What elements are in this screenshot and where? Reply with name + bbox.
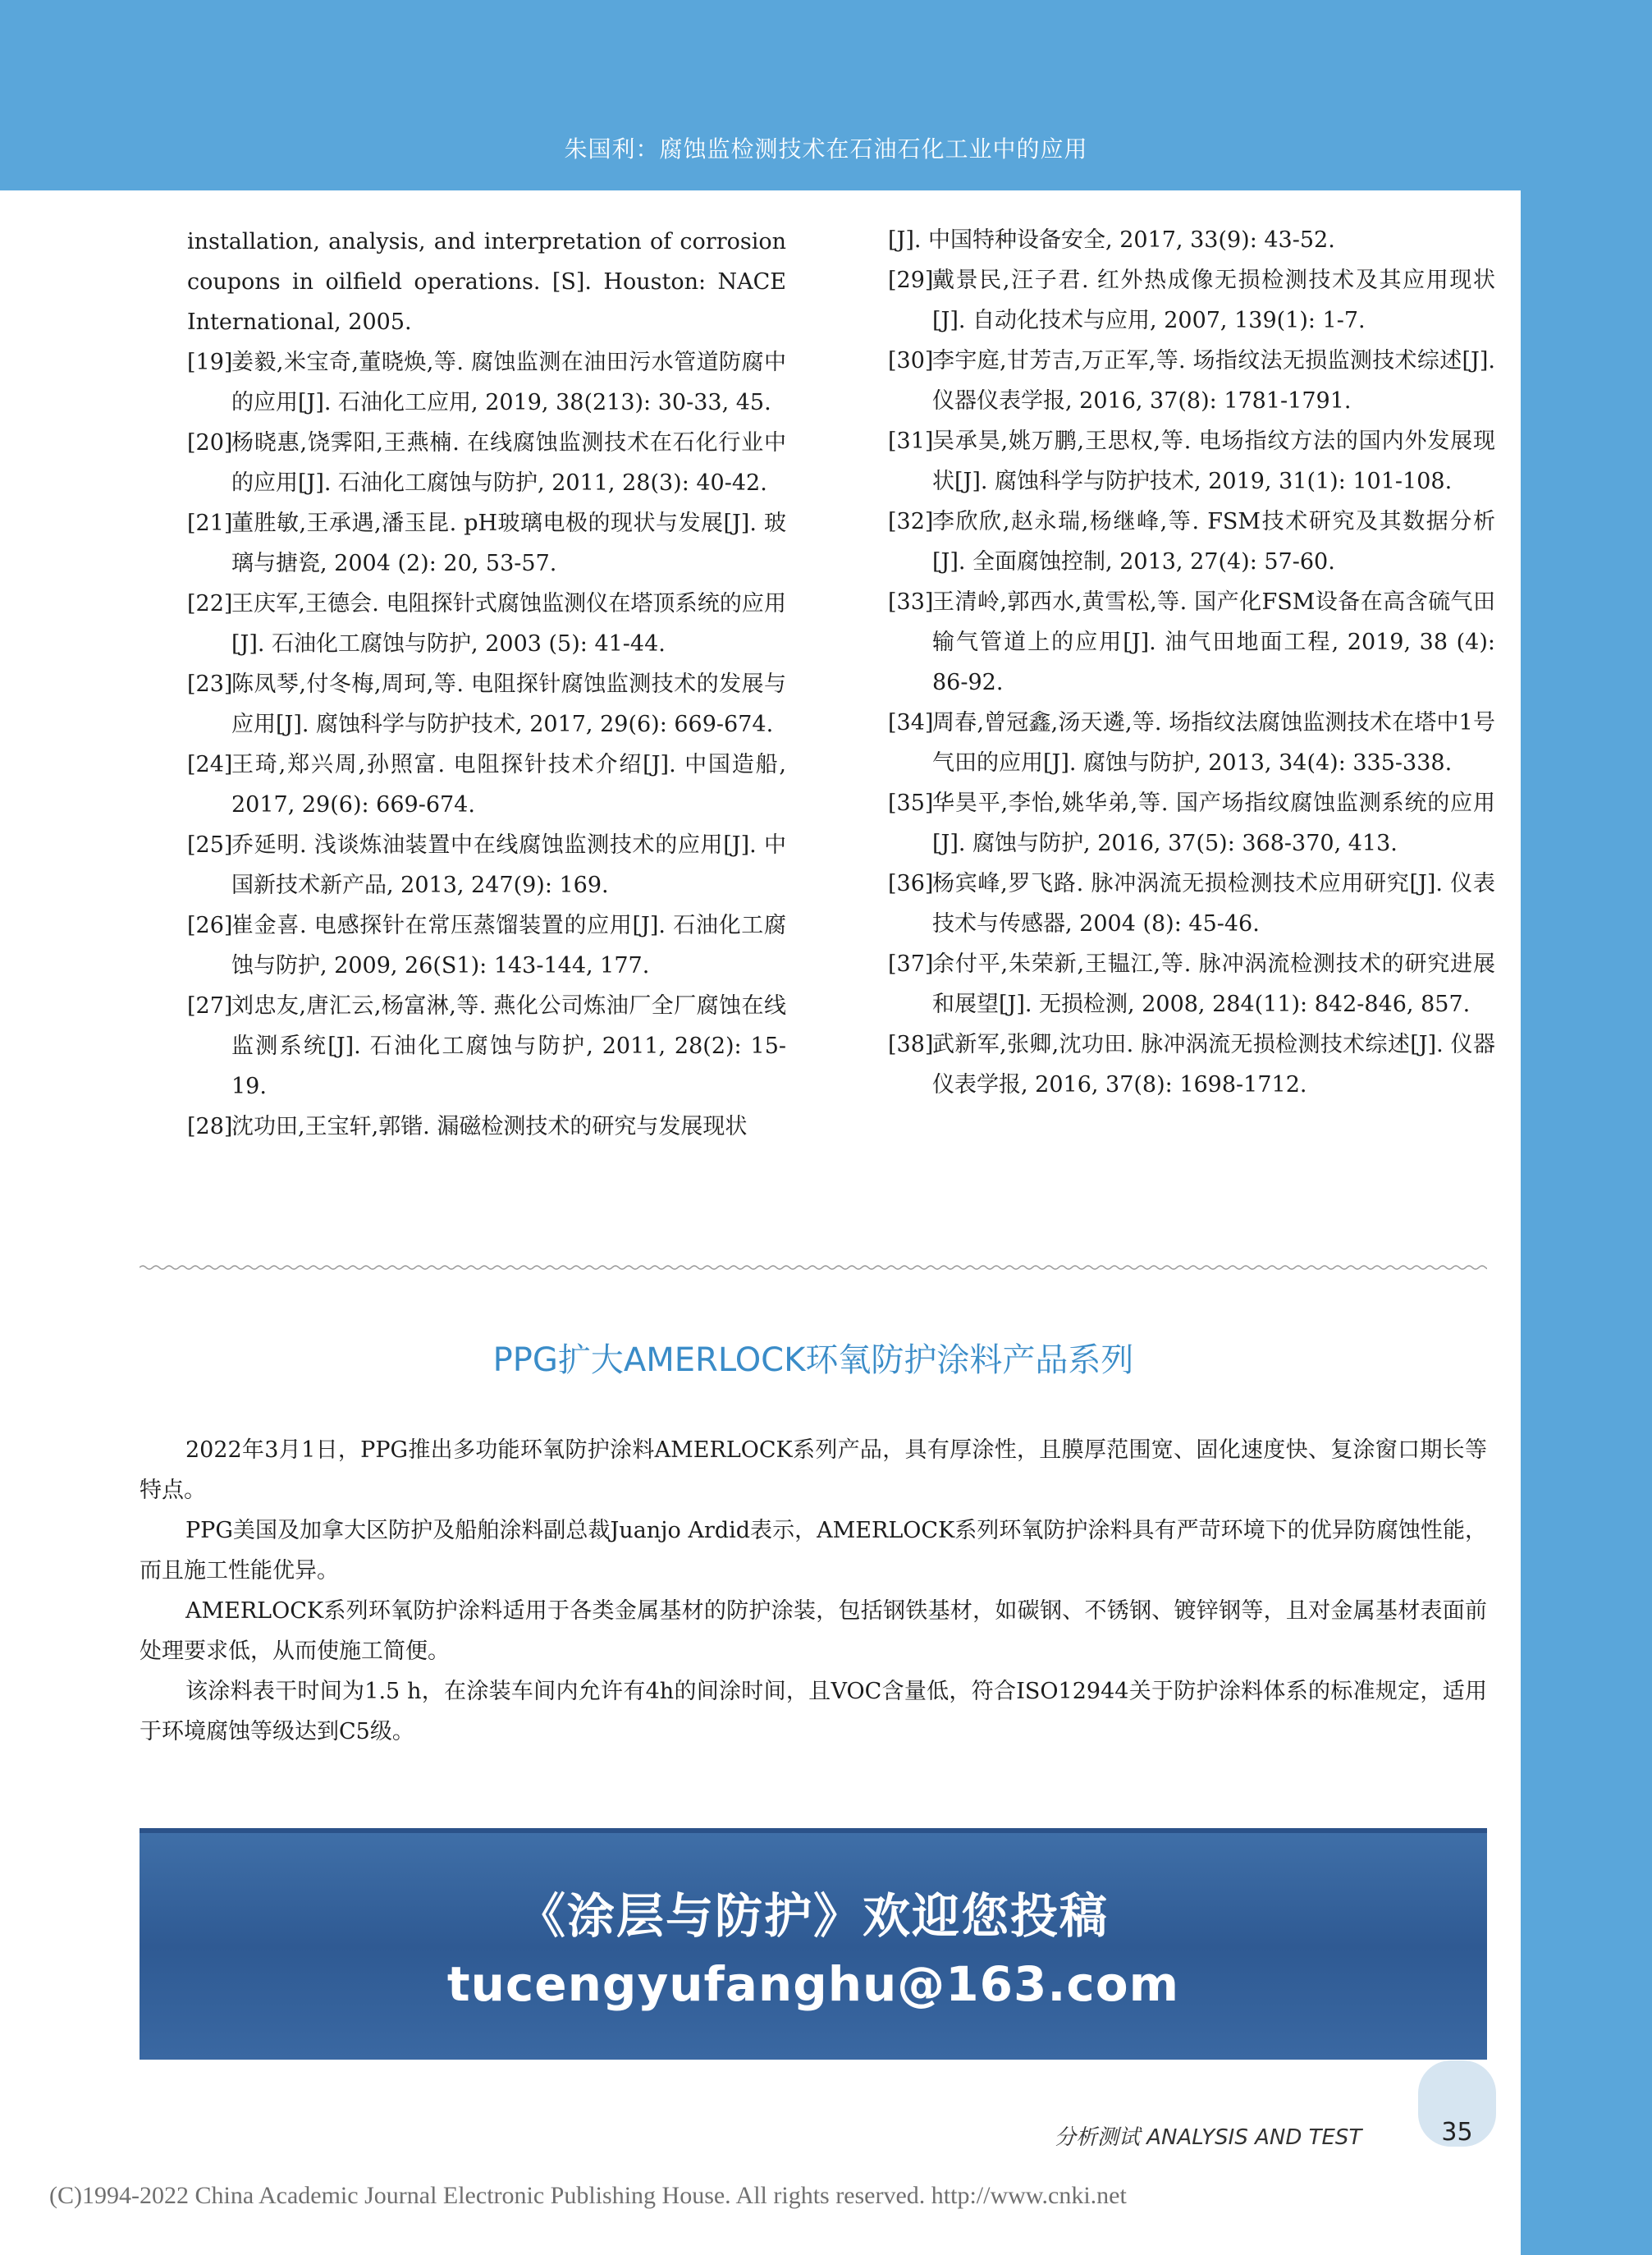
reference-text: 乔延明. 浅谈炼油装置中在线腐蚀监测技术的应用[J]. 中国新技术新产品, 2013, 247(9): 169. — [231, 832, 786, 898]
reference-number: [27] — [187, 993, 233, 1019]
reference-entry — [187, 342, 786, 423]
references-right-column — [888, 220, 1495, 1105]
reference-entry — [888, 582, 1495, 703]
reference-text: 杨晓惠,饶霁阳,王燕楠. 在线腐蚀监测技术在石化行业中的应用[J]. 石油化工腐蚀与防护, 2011, 28(3): 40-42. — [231, 430, 786, 496]
reference-entry — [187, 222, 786, 342]
news-title: PPG扩大AMERLOCK环氧防护涂料产品系列 — [492, 1341, 1134, 1379]
reference-number: [29] — [888, 268, 934, 293]
reference-text: 李宇庭,甘芳吉,万正军,等. 场指纹法无损监测技术综述[J]. 仪器仪表学报, 2016, 37(8): 1781-1791. — [932, 348, 1495, 414]
reference-number: [36] — [888, 871, 934, 896]
reference-text: [J]. 中国特种设备安全, 2017, 33(9): 43-52. — [888, 227, 1335, 253]
reference-text: 戴景民,汪子君. 红外热成像无损检测技术及其应用现状[J]. 自动化技术与应用, 2007, 139(1): 1-7. — [932, 268, 1495, 333]
reference-number: [31] — [888, 429, 934, 454]
reference-text: 周春,曾冠鑫,汤天遴,等. 场指纹法腐蚀监测技术在塔中1号气田的应用[J]. 腐蚀与防护, 2013, 34(4): 335-338. — [932, 710, 1495, 776]
reference-text: 李欣欣,赵永瑞,杨继峰,等. FSM技术研究及其数据分析[J]. 全面腐蚀控制, 2013, 27(4): 57-60. — [932, 509, 1495, 575]
reference-text: 姜毅,米宝奇,董晓焕,等. 腐蚀监测在油田污水管道防腐中的应用[J]. 石油化工应用, 2019, 38(213): 30-33, 45. — [231, 350, 786, 415]
reference-number: [20] — [187, 430, 233, 456]
page-header — [0, 0, 1652, 190]
reference-number: [38] — [888, 1032, 934, 1057]
reference-entry — [888, 421, 1495, 502]
reference-entry — [888, 220, 1495, 260]
news-body — [140, 1430, 1487, 1752]
reference-number: [21] — [187, 511, 233, 536]
reference-entry — [187, 664, 786, 745]
page-number: 35 — [1441, 2118, 1473, 2147]
news-paragraph: PPG美国及加拿大区防护及船舶涂料副总裁Juanjo Ardid表示，AMERLOCK系列环氧防护涂料具有严苛环境下的优异防腐蚀性能，而且施工性能优异。 — [140, 1518, 1487, 1584]
footer-section-label: 分析测试 ANALYSIS AND TEST — [1055, 2125, 1362, 2150]
reference-number: [23] — [187, 671, 233, 697]
reference-text: 王庆军,王德会. 电阻探针式腐蚀监测仪在塔顶系统的应用[J]. 石油化工腐蚀与防护, 2003 (5): 41-44. — [231, 591, 786, 657]
reference-entry — [187, 905, 786, 986]
reference-entry — [187, 745, 786, 825]
reference-number: [34] — [888, 710, 934, 736]
news-paragraph: 2022年3月1日，PPG推出多功能环氧防护涂料AMERLOCK系列产品，具有厚涂性，且膜厚范围宽、固化速度快、复涂窗口期长等特点。 — [140, 1437, 1487, 1503]
copyright-notice: (C)1994-2022 China Academic Journal Electronic Publishing House. All rights reserved. http://www.cnki.net — [49, 2182, 1127, 2209]
reference-entry — [888, 1024, 1495, 1105]
reference-number: [24] — [187, 752, 233, 777]
reference-entry — [888, 502, 1495, 582]
reference-text: 王清岭,郭西水,黄雪松,等. 国产化FSM设备在高含硫气田输气管道上的应用[J]. 油气田地面工程, 2019, 38 (4): 86-92. — [932, 589, 1495, 695]
reference-text: 沈功田,王宝轩,郭锴. 漏磁检测技术的研究与发展现状 — [231, 1114, 748, 1139]
banner-headline: 《涂层与防护》欢迎您投稿 — [517, 1888, 1109, 1944]
news-paragraph: AMERLOCK系列环氧防护涂料适用于各类金属基材的防护涂装，包括钢铁基材，如碳钢、不锈钢、镀锌钢等，且对金属基材表面前处理要求低，从而使施工简便。 — [140, 1598, 1487, 1664]
reference-entry — [888, 260, 1495, 341]
reference-text: 崔金喜. 电感探针在常压蒸馏装置的应用[J]. 石油化工腐蚀与防护, 2009, 26(S1): 143-144, 177. — [231, 913, 786, 979]
reference-number: [28] — [187, 1114, 233, 1139]
news-paragraph: 该涂料表干时间为1.5 h，在涂装车间内允许有4h的间涂时间，且VOC含量低，符合ISO12944关于防护涂料体系的标准规定，适用于环境腐蚀等级达到C5级。 — [140, 1679, 1487, 1744]
submission-banner — [140, 1828, 1487, 2060]
reference-text: 华昊平,李怡,姚华弟,等. 国产场指纹腐蚀监测系统的应用[J]. 腐蚀与防护, 2016, 37(5): 368-370, 413. — [932, 791, 1495, 856]
references-left-column — [187, 222, 786, 1147]
reference-entry — [888, 341, 1495, 421]
reference-text: 杨宾峰,罗飞路. 脉冲涡流无损检测技术应用研究[J]. 仪表技术与传感器, 2004 (8): 45-46. — [932, 871, 1495, 937]
reference-number: [35] — [888, 791, 934, 816]
reference-text: 余付平,朱荣新,王韫江,等. 脉冲涡流检测技术的研究进展和展望[J]. 无损检测, 2008, 284(11): 842-846, 857. — [932, 951, 1495, 1017]
reference-entry — [187, 423, 786, 503]
reference-entry — [187, 503, 786, 584]
reference-text: 武新军,张卿,沈功田. 脉冲涡流无损检测技术综述[J]. 仪器仪表学报, 2016, 37(8): 1698-1712. — [932, 1032, 1495, 1098]
reference-number: [32] — [888, 509, 934, 534]
reference-entry — [187, 1107, 786, 1147]
reference-text: 董胜敏,王承遇,潘玉昆. pH玻璃电极的现状与发展[J]. 玻璃与搪瓷, 2004 (2): 20, 53-57. — [231, 511, 786, 576]
reference-entry — [187, 825, 786, 905]
reference-entry — [187, 986, 786, 1107]
reference-number: [33] — [888, 589, 934, 615]
reference-number: [25] — [187, 832, 233, 858]
banner-email[interactable]: tucengyufanghu@163.com — [446, 1956, 1180, 2012]
reference-number: [22] — [187, 591, 233, 616]
reference-number: [19] — [187, 350, 233, 375]
decorative-divider — [140, 1263, 1487, 1272]
reference-text: 吴承昊,姚万鹏,王思权,等. 电场指纹方法的国内外发展现状[J]. 腐蚀科学与防护技术, 2019, 31(1): 101-108. — [932, 429, 1495, 494]
reference-entry — [888, 864, 1495, 944]
reference-number: [30] — [888, 348, 934, 374]
reference-text: 王琦,郑兴周,孙照富. 电阻探针技术介绍[J]. 中国造船, 2017, 29(6): 669-674. — [231, 752, 786, 818]
reference-text: 陈凤琴,付冬梅,周珂,等. 电阻探针腐蚀监测技术的发展与应用[J]. 腐蚀科学与防护技术, 2017, 29(6): 669-674. — [231, 671, 786, 737]
reference-entry — [888, 944, 1495, 1024]
reference-entry — [888, 783, 1495, 864]
running-title: 朱国利：腐蚀监检测技术在石油石化工业中的应用 — [564, 135, 1088, 163]
reference-entry — [187, 584, 786, 664]
reference-number: [26] — [187, 913, 233, 938]
reference-entry — [888, 703, 1495, 783]
reference-text: installation, analysis, and interpretation of corrosion coupons in oilfield operations. [S]. Houston: NACE International, 2005. — [187, 229, 786, 335]
reference-text: 刘忠友,唐汇云,杨富淋,等. 燕化公司炼油厂全厂腐蚀在线监测系统[J]. 石油化工腐蚀与防护, 2011, 28(2): 15-19. — [231, 993, 786, 1099]
reference-number: [37] — [888, 951, 934, 977]
